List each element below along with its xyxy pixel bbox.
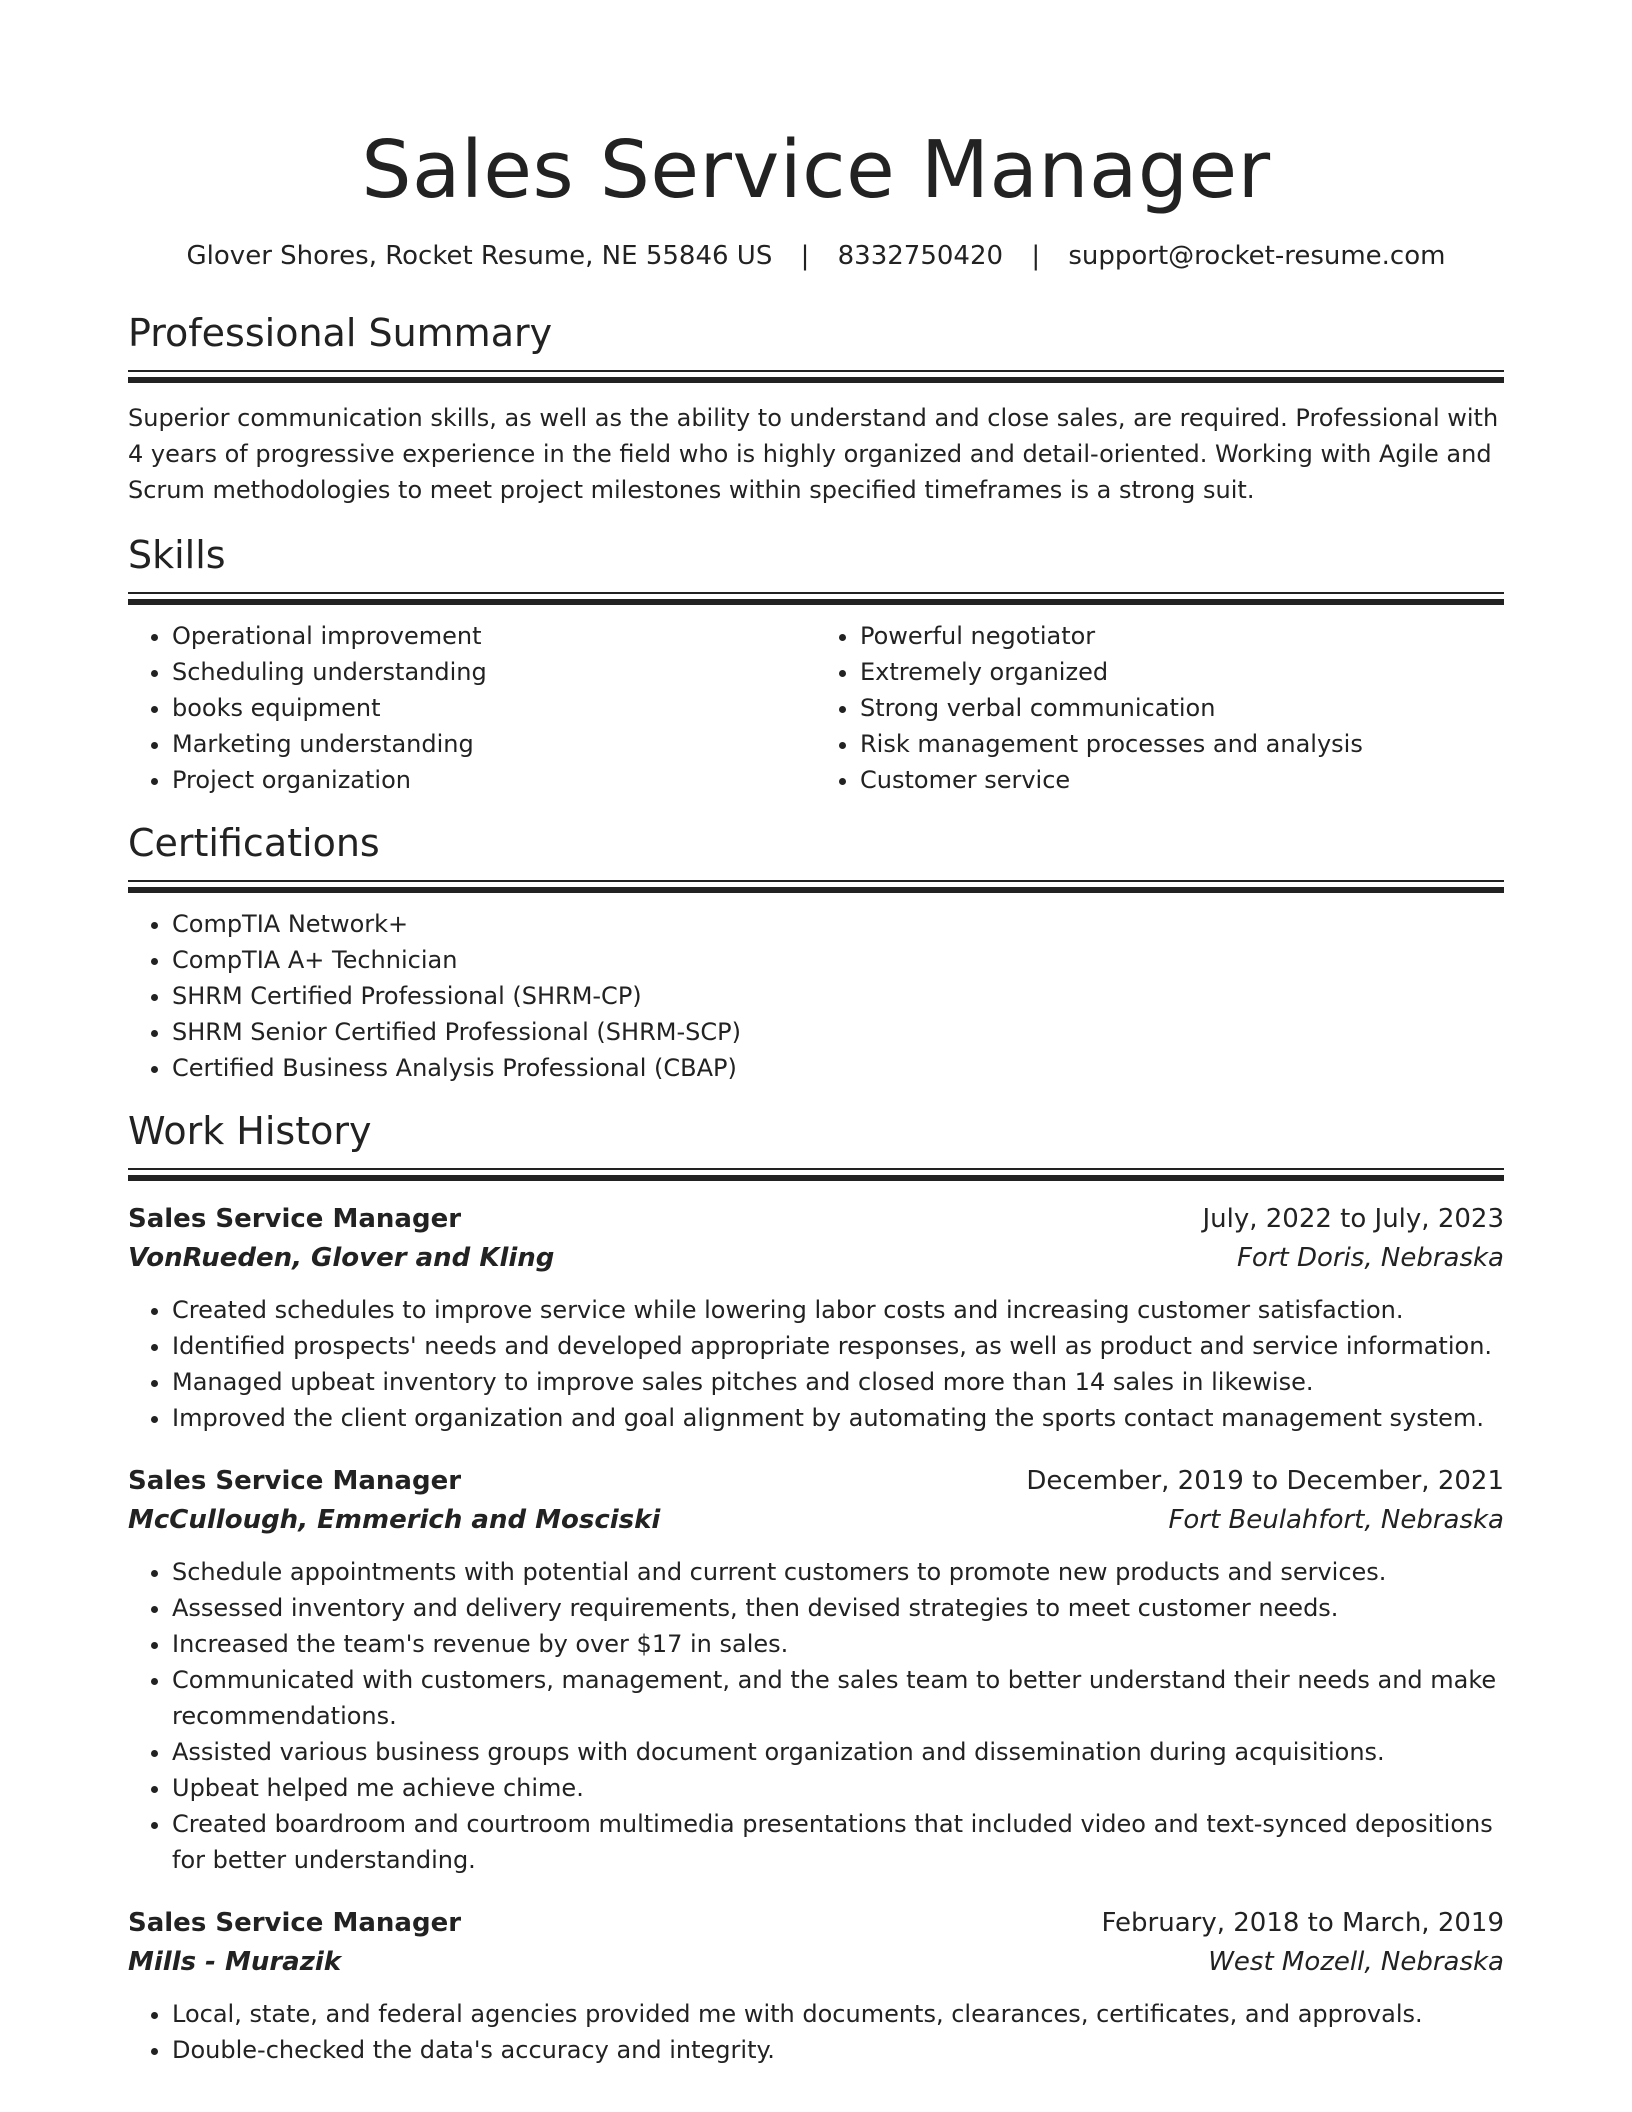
- skill-item: • Extremely organized: [860, 654, 1504, 690]
- job-bullet: • Managed upbeat inventory to improve sales pitches and closed more than 14 sales in likewise.: [172, 1364, 1504, 1400]
- certification-item: • SHRM Certified Professional (SHRM-CP): [172, 978, 1504, 1014]
- contact-phone: 8332750420: [837, 241, 1004, 271]
- job-bullet: • Local, state, and federal agencies provided me with documents, clearances, certificates, and approvals.: [172, 1996, 1504, 2032]
- job-bullet: • Communicated with customers, management, and the sales team to better understand their needs and make recommendations.: [172, 1662, 1504, 1734]
- skill-item: • Risk management processes and analysis: [860, 726, 1504, 762]
- job-bullet: • Identified prospects' needs and developed appropriate responses, as well as product and service information.: [172, 1328, 1504, 1364]
- job-bullet: • Improved the client organization and goal alignment by automating the sports contact management system.: [172, 1400, 1504, 1436]
- section-divider: [128, 1168, 1504, 1182]
- job-bullet: • Created schedules to improve service while lowering labor costs and increasing customer satisfaction.: [172, 1292, 1504, 1328]
- job-title: Sales Service Manager: [128, 1908, 462, 1938]
- job-bullets: [128, 1996, 1504, 2068]
- job-bullets: [128, 1554, 1504, 1878]
- certification-item: • SHRM Senior Certified Professional (SHRM-SCP): [172, 1014, 1504, 1050]
- job-location: Fort Doris, Nebraska: [1236, 1243, 1504, 1273]
- section-title-summary: Professional Summary: [128, 311, 553, 355]
- contact-address: Glover Shores, Rocket Resume, NE 55846 US: [186, 241, 773, 271]
- job-dates: July, 2022 to July, 2023: [1202, 1204, 1504, 1234]
- job-location: West Mozell, Nebraska: [1208, 1947, 1504, 1977]
- certification-item: • CompTIA A+ Technician: [172, 942, 1504, 978]
- job-company: VonRueden, Glover and Kling: [128, 1243, 555, 1273]
- resume-name: Sales Service Manager: [361, 124, 1271, 216]
- skill-item: • Operational improvement: [172, 618, 816, 654]
- skill-item: • books equipment: [172, 690, 816, 726]
- skill-item: • Customer service: [860, 762, 1504, 798]
- job-title: Sales Service Manager: [128, 1204, 462, 1234]
- job-location: Fort Beulahfort, Nebraska: [1168, 1505, 1504, 1535]
- certifications-section: [128, 818, 1504, 1086]
- certification-item: • Certified Business Analysis Professional (CBAP): [172, 1050, 1504, 1086]
- skill-item: • Project organization: [172, 762, 816, 798]
- section-title-work-history: Work History: [128, 1109, 372, 1153]
- section-title-skills: Skills: [128, 533, 226, 577]
- job-entry: [128, 1200, 1504, 1436]
- job-header: [128, 1904, 1504, 1942]
- job-subheader: [128, 1238, 1504, 1278]
- job-bullet: • Increased the team's revenue by over $17 in sales.: [172, 1626, 1504, 1662]
- skill-item: • Marketing understanding: [172, 726, 816, 762]
- job-bullet: • Assisted various business groups with document organization and dissemination during acquisitions.: [172, 1734, 1504, 1770]
- job-dates: December, 2019 to December, 2021: [1026, 1466, 1504, 1496]
- contact-line: [128, 238, 1504, 274]
- skills-grid: [128, 606, 1504, 798]
- section-divider: [128, 592, 1504, 606]
- job-header: [128, 1462, 1504, 1500]
- job-title: Sales Service Manager: [128, 1466, 462, 1496]
- job-bullet: • Created boardroom and courtroom multimedia presentations that included video and text-synced depositions for better understanding.: [172, 1806, 1504, 1878]
- job-dates: February, 2018 to March, 2019: [1101, 1908, 1504, 1938]
- job-bullets: [128, 1292, 1504, 1436]
- job-bullet: • Upbeat helped me achieve chime.: [172, 1770, 1504, 1806]
- job-bullet: • Double-checked the data's accuracy and integrity.: [172, 2032, 1504, 2068]
- job-company: McCullough, Emmerich and Mosciski: [128, 1505, 661, 1535]
- work-history-section: [128, 1106, 1504, 2068]
- summary-text: Superior communication skills, as well as the ability to understand and close sales, are required. Professional with 4 years of progressive experience in the field who is highly organized and detail-oriented. Working with Agile and Scrum methodologies to meet project milestones within specified timeframes is a strong suit.: [128, 404, 1499, 504]
- contact-separator: |: [800, 241, 810, 271]
- skills-list-right: [816, 618, 1504, 798]
- section-divider: [128, 370, 1504, 384]
- job-entry: [128, 1462, 1504, 1878]
- skills-list-left: [128, 618, 816, 798]
- job-subheader: [128, 1500, 1504, 1540]
- skill-item: • Scheduling understanding: [172, 654, 816, 690]
- skills-section: [128, 530, 1504, 798]
- skill-item: • Strong verbal communication: [860, 690, 1504, 726]
- section-title-certifications: Certifications: [128, 821, 380, 865]
- job-bullet: • Schedule appointments with potential and current customers to promote new products and services.: [172, 1554, 1504, 1590]
- job-subheader: [128, 1942, 1504, 1982]
- section-divider: [128, 880, 1504, 894]
- skill-item: • Powerful negotiator: [860, 618, 1504, 654]
- contact-separator: |: [1031, 241, 1041, 271]
- certifications-list: [128, 906, 1504, 1086]
- job-entry: [128, 1904, 1504, 2068]
- job-header: [128, 1200, 1504, 1238]
- summary-section: [128, 308, 1504, 508]
- job-company: Mills - Murazik: [128, 1947, 342, 1977]
- certification-item: • CompTIA Network+: [172, 906, 1504, 942]
- job-bullet: • Assessed inventory and delivery requirements, then devised strategies to meet customer needs.: [172, 1590, 1504, 1626]
- contact-email: support@rocket-resume.com: [1068, 241, 1446, 271]
